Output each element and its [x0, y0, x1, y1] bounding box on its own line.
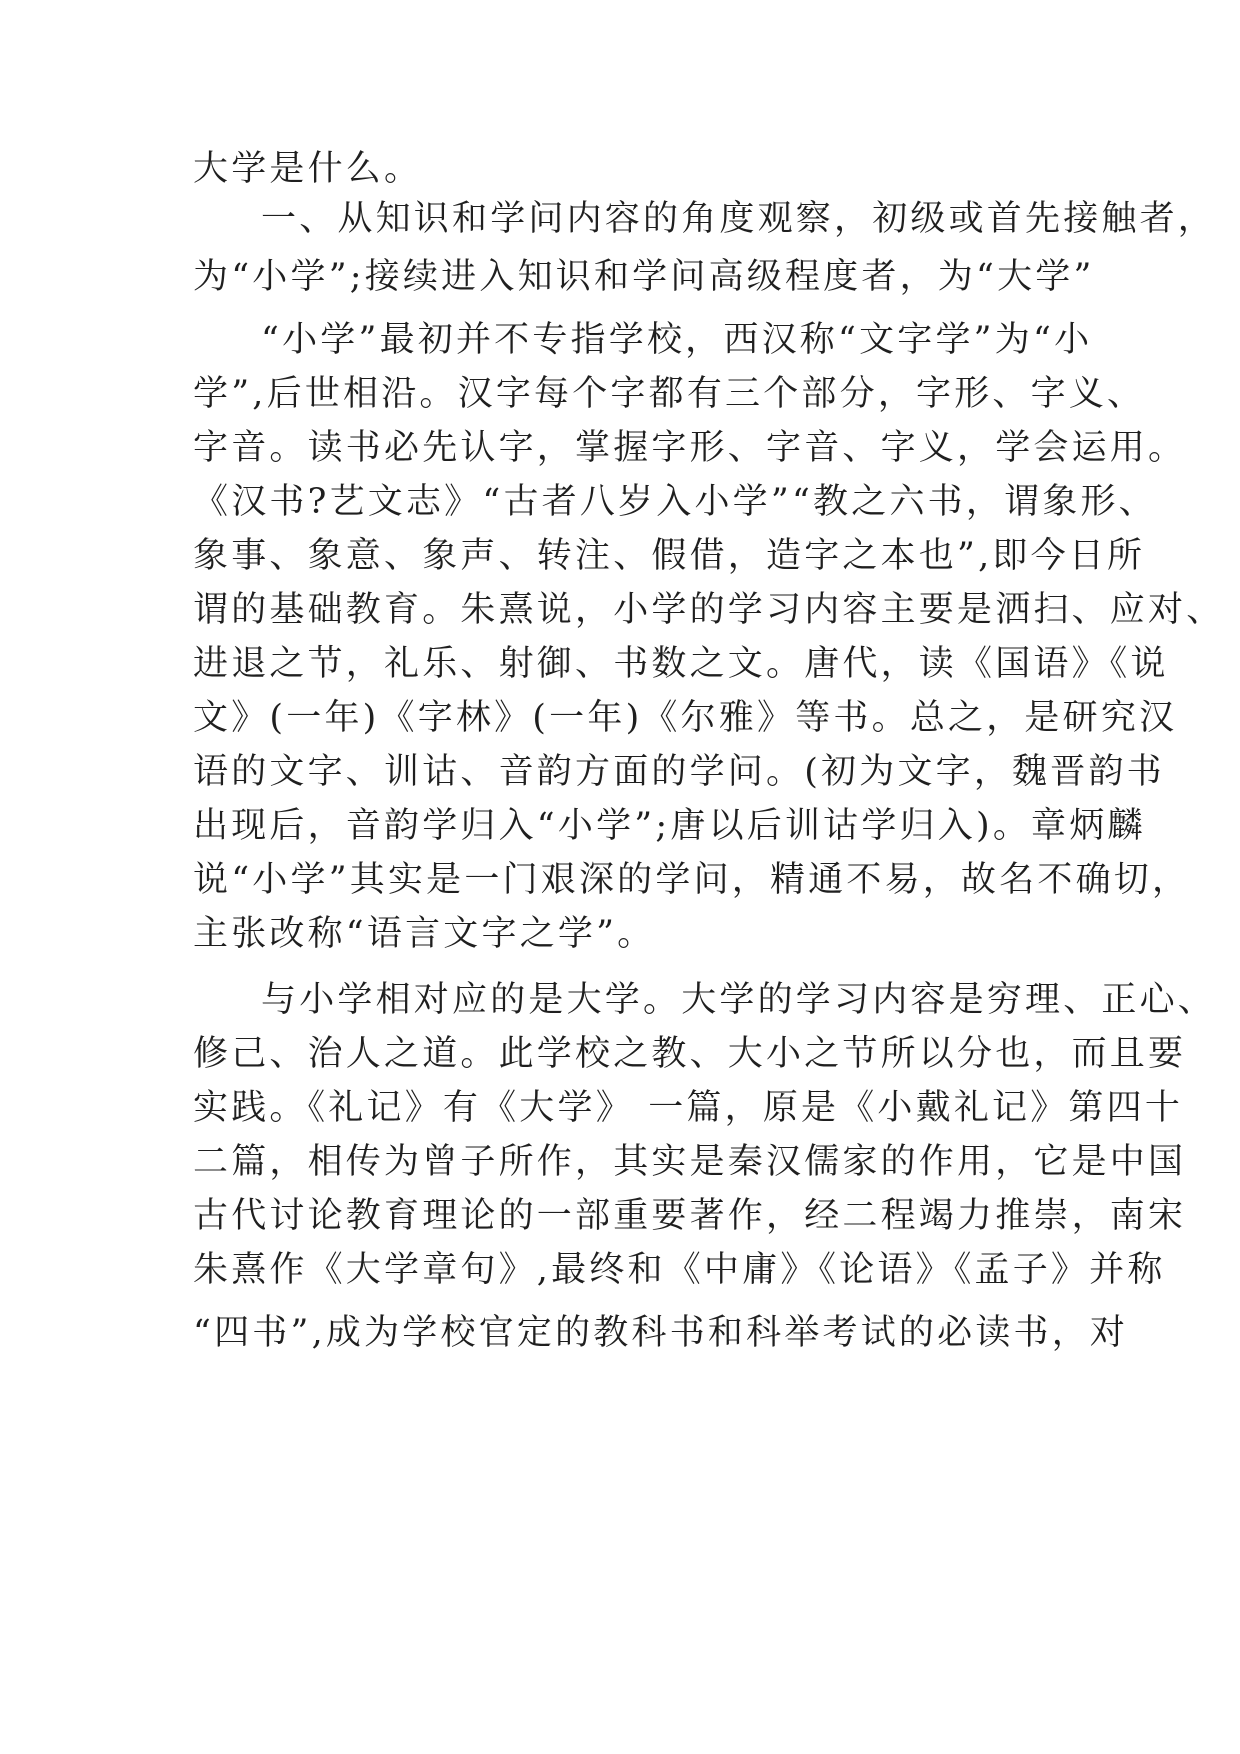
text-line-10: 进退之节，礼乐、射御、书数之文。唐代，读《国语》《说 [193, 644, 1169, 684]
text-line-5: 学”,后世相沿。汉字每个字都有三个部分，字形、字义、 [193, 374, 1146, 414]
text-line-17: 修己、治人之道。此学校之教、大小之节所以分也，而且要 [193, 1034, 1187, 1074]
text-line-21: 朱熹作《大学章句》,最终和《中庸》《论语》《孟子》并称 [193, 1250, 1166, 1290]
text-line-11: 文》(一年)《字林》(一年)《尔雅》等书。总之，是研究汉 [193, 698, 1178, 738]
text-line-3: 为“小学”;接续进入知识和学问高级程度者，为“大学” [193, 257, 1095, 297]
text-line-1: 大学是什么。 [193, 149, 423, 189]
text-line-16: 与小学相对应的是大学。大学的学习内容是穷理、正心、 [261, 980, 1217, 1020]
text-line-7: 《汉书?艺文志》“古者八岁入小学”“教之六书，谓象形、 [193, 482, 1157, 522]
text-line-4: “小学”最初并不专指学校，西汉称“文字学”为“小 [261, 320, 1093, 360]
text-line-20: 古代讨论教育理论的一部重要著作，经二程竭力推崇，南宋 [193, 1196, 1187, 1236]
text-line-9: 谓的基础教育。朱熹说，小学的学习内容主要是洒扫、应对、 [193, 590, 1225, 630]
text-line-19: 二篇，相传为曾子所作，其实是秦汉儒家的作用，它是中国 [193, 1142, 1187, 1182]
text-line-12: 语的文字、训诂、音韵方面的学问。(初为文字，魏晋韵书 [193, 752, 1165, 792]
text-line-15: 主张改称“语言文字之学”。 [193, 914, 656, 954]
text-line-13: 出现后，音韵学归入“小学”;唐以后训诂学归入)。章炳麟 [193, 806, 1146, 846]
text-line-6: 字音。读书必先认字，掌握字形、字音、字义，学会运用。 [193, 428, 1187, 468]
text-line-2: 一、从知识和学问内容的角度观察，初级或首先接触者， [261, 199, 1217, 239]
text-line-18: 实践。《礼记》有《大学》 一篇，原是《小戴礼记》第四十 [193, 1088, 1184, 1128]
text-line-22: “四书”,成为学校官定的教科书和科举考试的必读书，对 [193, 1313, 1129, 1353]
text-line-14: 说“小学”其实是一门艰深的学问，精通不易，故名不确切， [193, 860, 1191, 900]
text-line-8: 象事、象意、象声、转注、假借，造字之本也”,即今日所 [193, 536, 1146, 576]
